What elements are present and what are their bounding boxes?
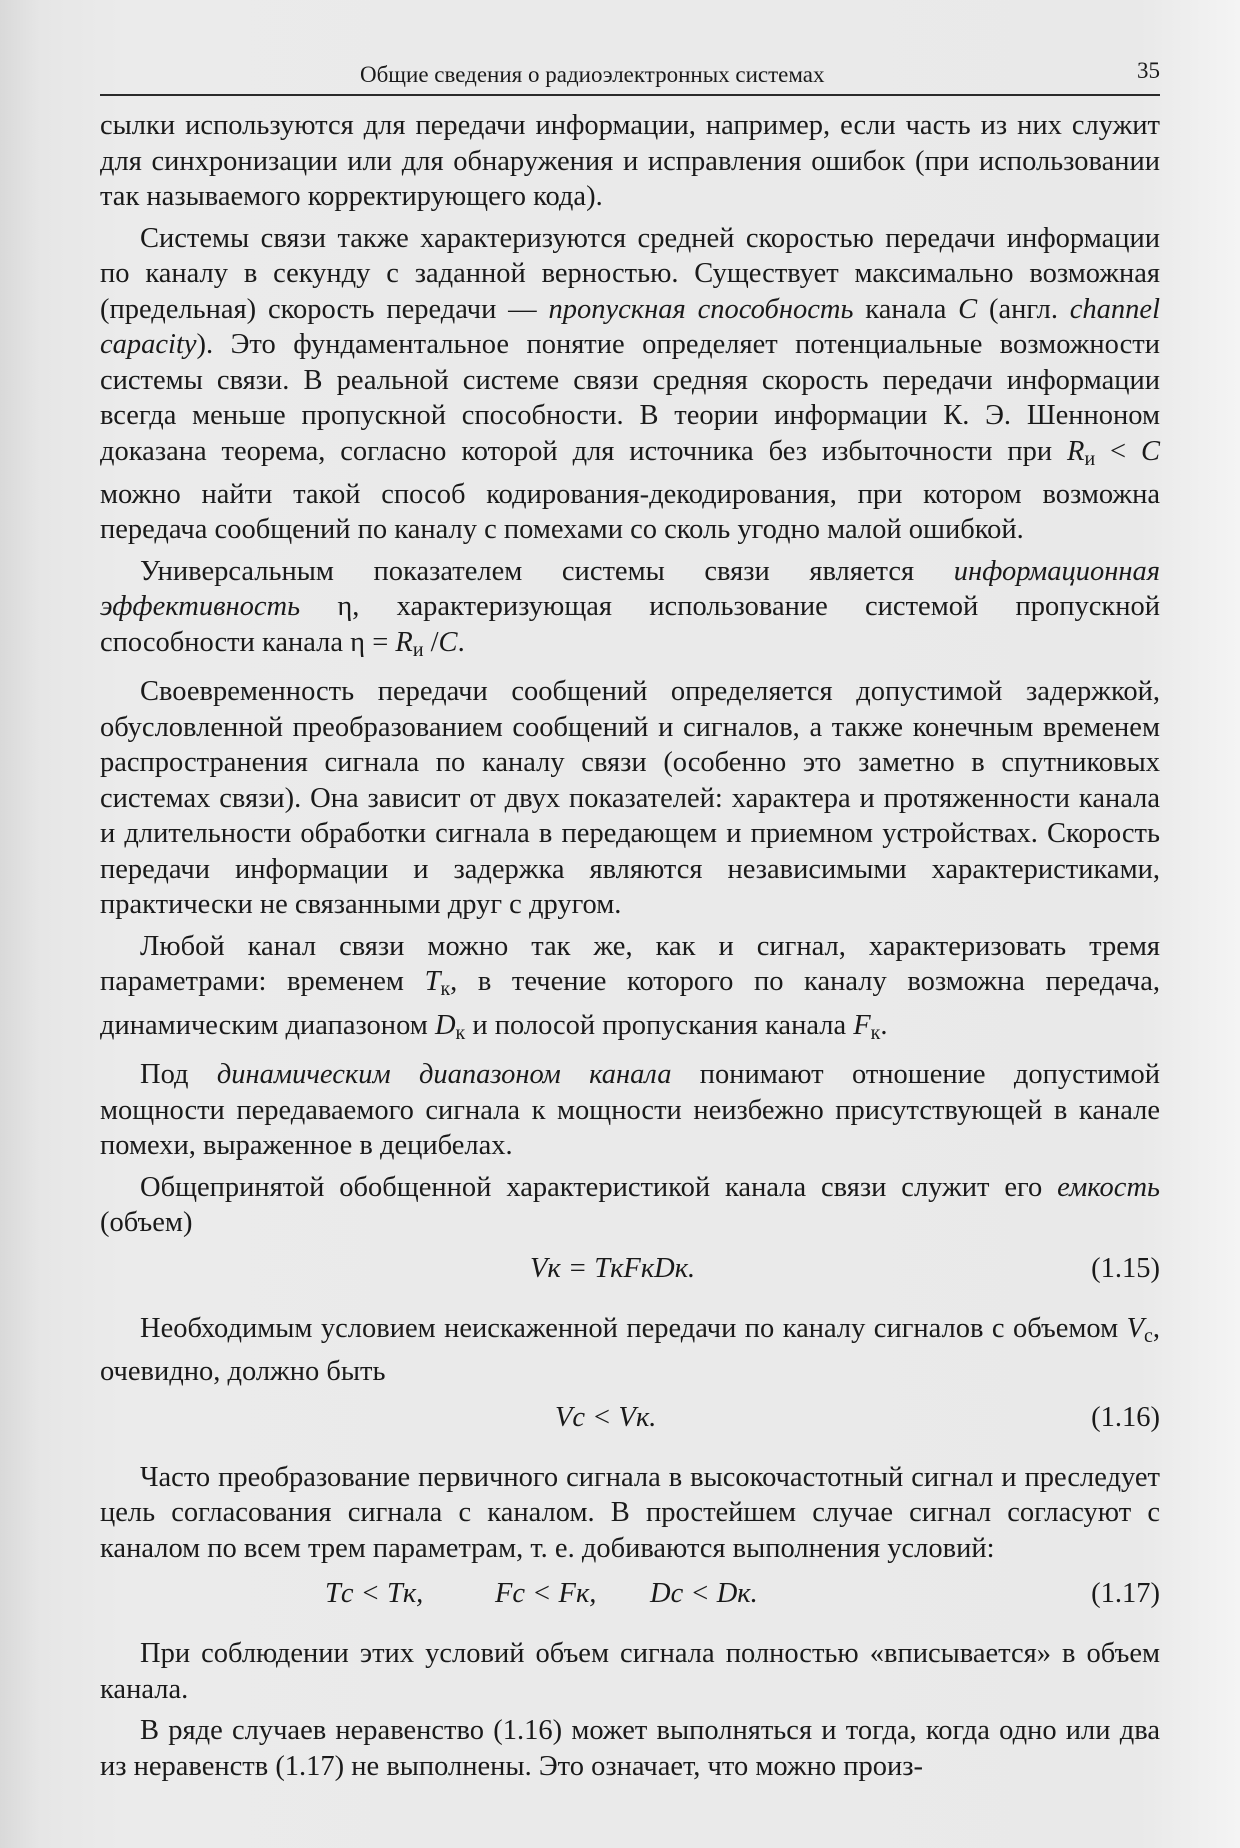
subscript: и bbox=[412, 638, 424, 661]
symbol-c: C bbox=[438, 626, 458, 658]
text-run: , в течение которого по каналу возможна передача, динамическим диапазоном bbox=[100, 966, 1161, 1041]
text-run: , очевидно, должно быть bbox=[100, 1312, 1160, 1388]
term-english: channel capacity bbox=[100, 293, 1160, 360]
term-information-efficiency: информационная эффективность bbox=[100, 555, 1160, 623]
subscript: с bbox=[1144, 1324, 1153, 1347]
symbol-c: C bbox=[958, 293, 978, 325]
text-run: Под bbox=[140, 1059, 217, 1091]
text-run: можно найти такой способ кодирования-декодирования, при котором возможна передача сообщений по каналу с помехами со сколь угодно малой ошибкой. bbox=[100, 478, 1160, 546]
page-body bbox=[100, 108, 1160, 1790]
term-capacity: емкость bbox=[1057, 1171, 1160, 1203]
paragraph-1: сылки используются для передачи информации, например, если часть из них служит для синхронизации или для обнаружения и исправления ошибок (при использовании так называемого корректирующего кода). bbox=[100, 110, 1160, 212]
paragraph-dynamic-range bbox=[100, 1057, 1160, 1164]
equation-expression: Vс < Vк. bbox=[555, 1401, 657, 1433]
paragraph-last: В ряде случаев неравенство (1.16) может выполняться и тогда, когда одно или два из неравенств (1.17) не выполнены. Это означает, что можно произ- bbox=[100, 1715, 1160, 1782]
page-header bbox=[100, 54, 1160, 96]
symbol-d: D bbox=[434, 1009, 456, 1041]
text-run: (объем) bbox=[100, 1207, 193, 1239]
text-run: η, характеризующая использование системой пропускной способности канала η = bbox=[100, 591, 1160, 658]
paragraph-fits: При соблюдении этих условий объем сигнала полностью «вписывается» в объем канала. bbox=[100, 1638, 1160, 1705]
equation-expression: Fс < Fк, bbox=[495, 1578, 597, 1610]
text-run: канала bbox=[853, 293, 959, 325]
equation-number: (1.16) bbox=[1091, 1401, 1160, 1433]
paragraph-matching: Часто преобразование первичного сигнала в высокочастотный сигнал и преследует цель согласования сигнала с каналом. В простейшем случае сигнал согласуют с каналом по всем трем параметрам, т. е. добиваются выполнения условий: bbox=[100, 1461, 1160, 1564]
symbol-t: T bbox=[424, 966, 441, 998]
paragraph-timeliness: Своевременность передачи сообщений определяется допустимой задержкой, обусловленной преобразованием сообщений и сигналов, а также конечным временем распространения сигнала по каналу связи (особенно это заметно в спутниковых системах связи). Она зависит от двух показателей: характера и протяженности канала и длительности обработки сигнала в передающем и приемном устройствах. Скорость передачи информации и задержка являются независимыми характеристиками, практически не связанными друг с другом. bbox=[100, 676, 1160, 921]
running-title: Общие сведения о радиоэлектронных системах bbox=[360, 62, 825, 87]
equation-number: (1.17) bbox=[1091, 1578, 1160, 1610]
text-run: Системы связи также характеризуются средней скоростью передачи информации по каналу в секунду с заданной верностью. Существует максимально возможная (предельная) скорость передачи — bbox=[100, 222, 1160, 325]
text-run: и полосой пропускания канала bbox=[465, 1009, 854, 1041]
text-run: Необходимым условием неискаженной передачи по каналу сигналов с объемом bbox=[140, 1312, 1127, 1344]
paragraph-capacity bbox=[100, 1170, 1160, 1241]
equation-number: (1.15) bbox=[1091, 1252, 1160, 1284]
text-run: Универсальным показателем системы связи является bbox=[140, 555, 954, 587]
subscript: и bbox=[1084, 447, 1096, 470]
page-number: 35 bbox=[1137, 58, 1160, 83]
term-dynamic-range: динамическим диапазоном канала bbox=[216, 1059, 672, 1091]
subscript: к bbox=[455, 1021, 466, 1044]
symbol-v: V bbox=[1126, 1312, 1145, 1344]
subscript: к bbox=[440, 978, 451, 1001]
paragraph-channel-parameters bbox=[100, 929, 1160, 1051]
equation-expression: Tс < Tк, bbox=[325, 1578, 424, 1610]
symbol-r: R bbox=[1067, 435, 1085, 467]
equation-1-15 bbox=[100, 1247, 1160, 1291]
text-run: (англ. bbox=[977, 293, 1070, 325]
symbol-f: F bbox=[853, 1009, 871, 1041]
text-run: . bbox=[457, 626, 465, 658]
text-run: . bbox=[880, 1009, 888, 1041]
paragraph-channel-capacity bbox=[100, 221, 1160, 548]
term-channel-capacity: пропускная способность bbox=[548, 293, 854, 325]
equation-1-17 bbox=[100, 1572, 1160, 1616]
equation-expression: Vк = TкFкDк. bbox=[530, 1252, 696, 1284]
paragraph-efficiency bbox=[100, 554, 1160, 668]
text-run: Общепринятой обобщенной характеристикой канала связи служит его bbox=[140, 1171, 1058, 1203]
text-run: < bbox=[1095, 435, 1141, 467]
text-run: / bbox=[423, 626, 439, 658]
text-run: понимают отношение допустимой мощности передаваемого сигнала к мощности неизбежно присутствующей в канале помехи, выраженное в децибелах. bbox=[100, 1059, 1160, 1162]
equation-1-16 bbox=[100, 1396, 1160, 1440]
subscript: к bbox=[870, 1021, 881, 1044]
text-run: Любой канал связи можно так же, как и сигнал, характеризовать тремя параметрами: временем bbox=[100, 930, 1160, 998]
equation-expression: Dс < Dк. bbox=[650, 1578, 758, 1610]
symbol-r: R bbox=[395, 626, 413, 658]
symbol-c: C bbox=[1140, 435, 1160, 467]
text-run: ). Это фундаментальное понятие определяет потенциальные возможности системы связи. В реальной системе связи средняя скорость передачи информации всегда меньше пропускной способности. В теории информации К. Э. Шенноном доказана теорема, согласно которой для источника без избыточности при bbox=[100, 329, 1160, 467]
paragraph-condition bbox=[100, 1311, 1160, 1390]
